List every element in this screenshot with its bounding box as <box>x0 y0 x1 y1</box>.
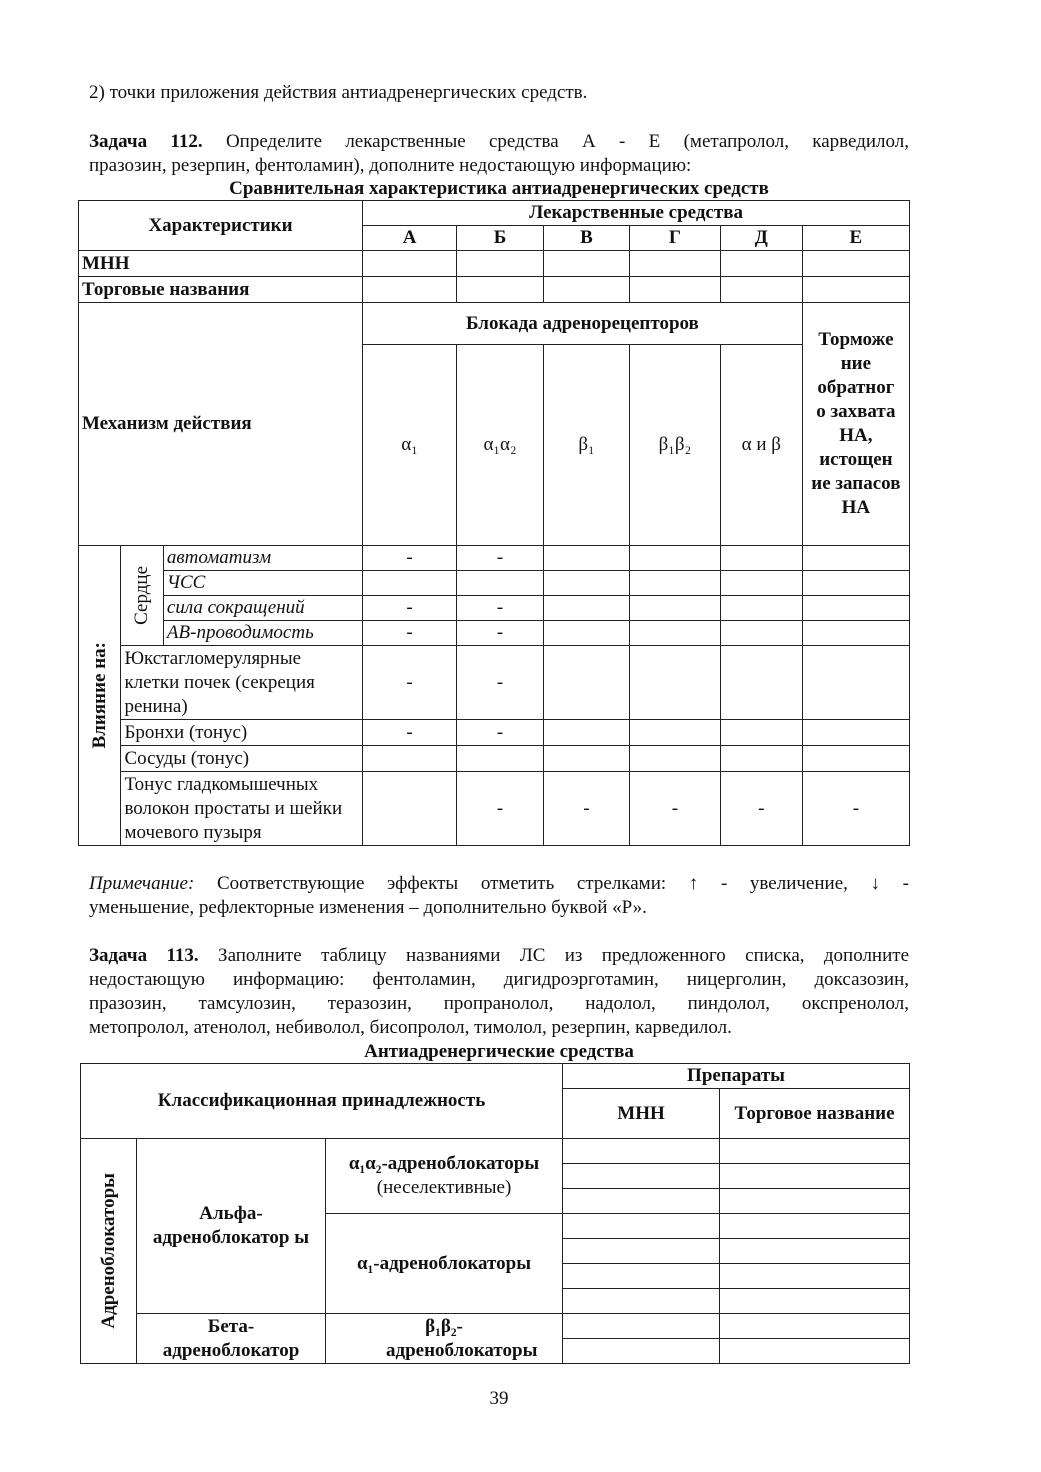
task113-text-line2: недостающую информацию: фентоламин, дигидроэрготамин, ницерголин, доксазозин, <box>89 969 909 990</box>
col-class: Классификационная принадлежность <box>81 1064 563 1139</box>
effect-cell[interactable] <box>720 720 802 746</box>
effect-cell[interactable] <box>544 596 630 621</box>
answer-cell[interactable] <box>802 277 909 303</box>
adrenoblockers-cell <box>81 1139 137 1364</box>
influence-row-label: Юкстагломерулярные клетки почек (секреция ренина) <box>121 646 363 720</box>
heart-row-label: сила сокращений <box>163 596 362 621</box>
effect-cell[interactable] <box>629 546 720 571</box>
effect-cell[interactable] <box>363 772 457 846</box>
effect-cell[interactable]: - <box>363 621 457 646</box>
influence-row-label: Бронхи (тонус) <box>121 720 363 746</box>
answer-cell[interactable] <box>802 251 909 277</box>
answer-cell[interactable] <box>363 277 457 303</box>
inn-cell[interactable] <box>563 1214 720 1239</box>
trade-cell[interactable] <box>720 1214 910 1239</box>
task113-table-title: Антиадренергические средства <box>364 1041 634 1062</box>
effect-cell[interactable] <box>720 571 802 596</box>
inn-cell[interactable] <box>563 1289 720 1314</box>
alpha12-cell <box>326 1139 563 1214</box>
effect-cell[interactable] <box>457 571 544 596</box>
trade-cell[interactable] <box>720 1139 910 1164</box>
trade-cell[interactable] <box>720 1289 910 1314</box>
effect-cell[interactable] <box>544 571 630 596</box>
row-inn: МНН <box>79 251 363 277</box>
note-text-line1: Соответствующие эффекты отметить стрелками: ↑ - увеличение, ↓ - <box>216 873 910 894</box>
drug-letter: Д <box>720 226 802 251</box>
inn-cell[interactable] <box>563 1164 720 1189</box>
answer-cell[interactable] <box>544 251 630 277</box>
trade-cell[interactable] <box>720 1164 910 1189</box>
heart-label: Сердце <box>131 566 153 625</box>
alpha-group: Альфа-адреноблокатор ы <box>137 1139 326 1314</box>
col-trade: Торговое название <box>720 1089 910 1139</box>
receptor-cell: α и β <box>720 345 802 546</box>
receptor-cell: α₁α₂ <box>457 345 544 546</box>
effect-cell[interactable]: - <box>457 646 544 720</box>
alpha12-label: α₁α₂-адреноблокаторы <box>348 1153 540 1174</box>
trade-cell[interactable] <box>720 1339 910 1364</box>
effect-cell[interactable] <box>629 596 720 621</box>
task113-heading: Задача 113. <box>89 945 199 966</box>
page-number: 39 <box>489 1388 509 1409</box>
effect-cell[interactable]: - <box>544 772 630 846</box>
reuptake-cell: Торможе ние обратног о захвата НА, истощен ие запасов НА <box>802 303 909 546</box>
effect-cell[interactable] <box>629 646 720 720</box>
effect-cell[interactable] <box>720 546 802 571</box>
effect-cell[interactable]: - <box>457 621 544 646</box>
col-inn: МНН <box>563 1089 720 1139</box>
task112-table <box>78 200 910 846</box>
task112-table-title: Сравнительная характеристика антиадренергических средств <box>229 178 769 199</box>
inn-cell[interactable] <box>563 1339 720 1364</box>
inn-cell[interactable] <box>563 1314 720 1339</box>
answer-cell[interactable] <box>720 251 802 277</box>
effect-cell[interactable] <box>802 720 909 746</box>
effect-cell[interactable] <box>720 746 802 772</box>
inn-cell[interactable] <box>563 1239 720 1264</box>
answer-cell[interactable] <box>457 277 544 303</box>
inn-cell[interactable] <box>563 1139 720 1164</box>
effect-cell[interactable]: - <box>363 720 457 746</box>
answer-cell[interactable] <box>363 251 457 277</box>
effect-cell[interactable]: - <box>629 772 720 846</box>
receptor-cell: β₁ <box>544 345 630 546</box>
effect-cell[interactable] <box>802 546 909 571</box>
effect-cell[interactable]: - <box>363 546 457 571</box>
drug-letter: Г <box>629 226 720 251</box>
effect-cell[interactable]: - <box>363 646 457 720</box>
row-mechanism: Механизм действия <box>79 303 363 546</box>
effect-cell[interactable]: - <box>363 596 457 621</box>
effect-cell[interactable] <box>720 596 802 621</box>
effect-cell[interactable] <box>802 746 909 772</box>
influence-label: Влияние на: <box>88 642 110 749</box>
effect-cell[interactable]: - <box>457 720 544 746</box>
influence-row-label: Сосуды (тонус) <box>121 746 363 772</box>
effect-cell[interactable] <box>802 596 909 621</box>
answer-cell[interactable] <box>457 251 544 277</box>
trade-cell[interactable] <box>720 1314 910 1339</box>
trade-cell[interactable] <box>720 1239 910 1264</box>
col-characteristics: Характеристики <box>79 201 363 251</box>
alpha1-label: α₁-адреноблокаторы <box>326 1214 563 1314</box>
effect-cell[interactable] <box>629 746 720 772</box>
task112-text-line2: празозин, резерпин, фентоламин), дополните недостающую информацию: <box>89 155 692 176</box>
effect-cell[interactable] <box>544 720 630 746</box>
effect-cell[interactable] <box>457 746 544 772</box>
drug-letter: А <box>363 226 457 251</box>
effect-cell[interactable]: - <box>457 596 544 621</box>
task113-text-line1: Заполните таблицу названиями ЛС из предложенного списка, дополните <box>218 945 910 966</box>
task113-table <box>80 1063 910 1364</box>
col-drugs: Лекарственные средства <box>363 201 910 226</box>
answer-cell[interactable] <box>629 277 720 303</box>
effect-cell[interactable] <box>802 571 909 596</box>
drug-letter: Б <box>457 226 544 251</box>
effect-cell[interactable] <box>544 546 630 571</box>
effect-cell[interactable] <box>363 746 457 772</box>
effect-cell[interactable] <box>544 646 630 720</box>
answer-cell[interactable] <box>720 277 802 303</box>
influence-row-label: Тонус гладкомышечных волокон простаты и шейки мочевого пузыря <box>121 772 363 846</box>
task112-text <box>89 130 909 178</box>
inn-cell[interactable] <box>563 1264 720 1289</box>
beta-group: Бета-адреноблокатор <box>137 1314 326 1364</box>
influence-cell <box>79 546 121 846</box>
effect-cell[interactable] <box>629 571 720 596</box>
heart-row-label: АВ-проводимость <box>163 621 362 646</box>
effect-cell[interactable] <box>544 621 630 646</box>
answer-cell[interactable] <box>544 277 630 303</box>
blockade-header: Блокада адренорецепторов <box>363 303 803 345</box>
alpha12-sub: (неселективные) <box>376 1177 512 1198</box>
drug-letter: В <box>544 226 630 251</box>
note-text-line2: уменьшение, рефлекторные изменения – дополнительно буквой «Р». <box>89 897 647 918</box>
receptor-cell: α₁ <box>363 345 457 546</box>
effect-cell[interactable]: - <box>802 772 909 846</box>
effect-cell[interactable] <box>629 621 720 646</box>
effect-cell[interactable] <box>720 621 802 646</box>
effect-cell[interactable] <box>802 621 909 646</box>
heart-row-label: ЧСС <box>163 571 362 596</box>
effect-cell[interactable] <box>544 746 630 772</box>
effect-cell[interactable]: - <box>720 772 802 846</box>
effect-cell[interactable] <box>363 571 457 596</box>
adrenoblockers-label: Адреноблокаторы <box>97 1173 119 1329</box>
row-trade: Торговые названия <box>79 277 363 303</box>
heart-row-label: автоматизм <box>163 546 362 571</box>
effect-cell[interactable]: - <box>457 546 544 571</box>
receptor-cell: β₁β₂ <box>629 345 720 546</box>
effect-cell[interactable]: - <box>457 772 544 846</box>
effect-cell[interactable] <box>720 646 802 720</box>
task113-text-line3: празозин, тамсулозин, теразозин, пропранолол, надолол, пиндолол, окспренолол, <box>89 993 909 1014</box>
answer-cell[interactable] <box>629 251 720 277</box>
task113-text-line4: метопролол, атенолол, небиволол, бисопролол, тимолол, резерпин, карведилол. <box>89 1017 732 1038</box>
heart-cell <box>121 546 163 646</box>
effect-cell[interactable] <box>629 720 720 746</box>
intro-line: 2) точки приложения действия антиадренергических средств. <box>89 82 588 103</box>
task112-text-line1: Определите лекарственные средства А - Е (метапролол, карведилол, <box>225 131 910 152</box>
drug-letter: Е <box>802 226 909 251</box>
task113-text <box>89 944 909 1040</box>
inn-cell[interactable] <box>563 1189 720 1214</box>
beta12-label: β₁β₂-адреноблокаторы <box>326 1314 563 1364</box>
note-label: Примечание: <box>89 873 195 894</box>
note <box>89 872 909 920</box>
effect-cell[interactable] <box>802 646 909 720</box>
trade-cell[interactable] <box>720 1264 910 1289</box>
col-preparations: Препараты <box>563 1064 910 1089</box>
trade-cell[interactable] <box>720 1189 910 1214</box>
task112-heading: Задача 112. <box>89 131 203 152</box>
